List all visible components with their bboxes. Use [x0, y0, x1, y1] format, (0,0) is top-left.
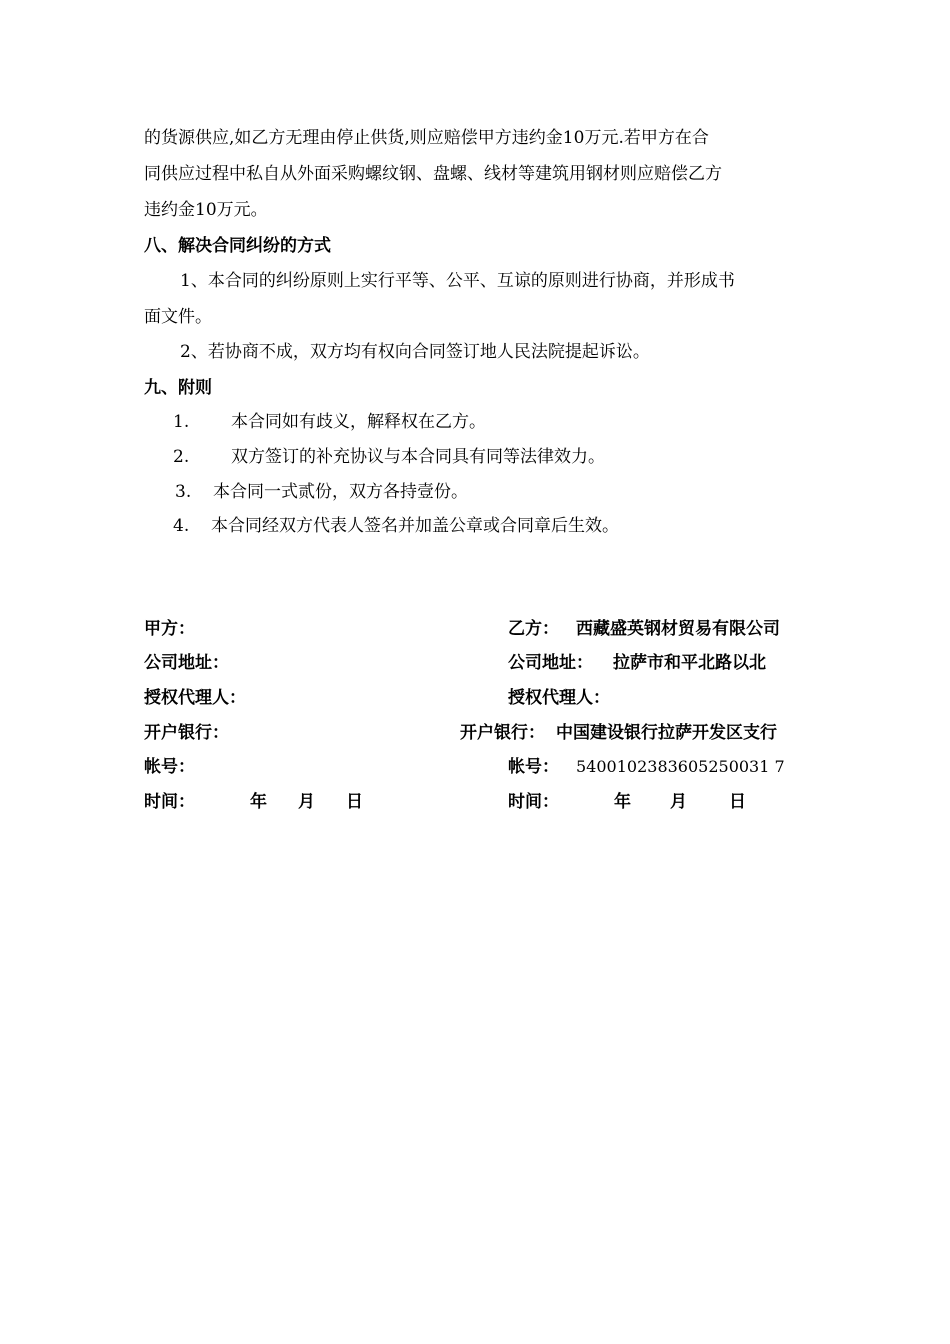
party-b-year: 年 — [614, 792, 631, 812]
paragraph-line: 的货源供应,如乙方无理由停止供货,则应赔偿甲方违约金10万元.若甲方在合 — [144, 128, 709, 148]
section-9-item — [175, 480, 468, 504]
item-text: 本合同经双方代表人签名并加盖公章或合同章后生效。 — [211, 516, 619, 536]
party-b-bank: 中国建设银行拉萨开发区支行 — [556, 723, 777, 743]
party-b-bank-label: 开户银行： — [460, 723, 545, 743]
section-9-item — [173, 514, 619, 538]
section-8-item-2: 2、若协商不成，双方均有权向合同签订地人民法院提起诉讼。 — [180, 342, 650, 362]
item-number: 2. — [173, 447, 190, 467]
party-a-month: 月 — [298, 792, 315, 812]
section-8-item-1: 1、本合同的纠纷原则上实行平等、公平、互谅的原则进行协商，并形成书 — [180, 271, 735, 291]
party-b-account: 5400102383605250031 7 — [576, 757, 785, 776]
item-text: 本合同一式贰份，双方各持壹份。 — [213, 482, 468, 502]
party-a-address-label: 公司地址： — [144, 653, 229, 673]
section-8-item-1-cont: 面文件。 — [144, 307, 212, 327]
party-b-address: 拉萨市和平北路以北 — [613, 653, 766, 673]
section-9-item — [173, 410, 486, 434]
party-a-agent-label: 授权代理人： — [144, 688, 246, 708]
party-b-account-label: 帐号： — [508, 757, 559, 777]
item-number: 1. — [173, 412, 190, 432]
party-a-year: 年 — [250, 792, 267, 812]
party-b-day: 日 — [729, 792, 746, 812]
party-a-date-label: 时间： — [144, 792, 195, 812]
party-a-day: 日 — [346, 792, 363, 812]
paragraph-line: 同供应过程中私自从外面采购螺纹钢、盘螺、线材等建筑用钢材则应赔偿乙方 — [144, 164, 722, 184]
party-a-account-label: 帐号： — [144, 757, 195, 777]
section-9-item — [173, 445, 605, 469]
party-b-label: 乙方： — [508, 619, 559, 639]
item-number: 3. — [175, 482, 192, 502]
item-number: 4. — [173, 516, 190, 536]
party-b-month: 月 — [670, 792, 687, 812]
party-b-address-label: 公司地址： — [508, 653, 593, 673]
party-a-bank-label: 开户银行： — [144, 723, 229, 743]
party-a-label: 甲方： — [144, 619, 195, 639]
party-b-name: 西藏盛英钢材贸易有限公司 — [576, 619, 780, 639]
section-8-title: 八、解决合同纠纷的方式 — [144, 236, 331, 256]
item-text: 双方签订的补充协议与本合同具有同等法律效力。 — [231, 447, 605, 467]
party-b-date-label: 时间： — [508, 792, 559, 812]
party-b-agent-label: 授权代理人： — [508, 688, 610, 708]
paragraph-line: 违约金10万元。 — [144, 200, 268, 220]
item-text: 本合同如有歧义，解释权在乙方。 — [231, 412, 486, 432]
section-9-title: 九、附则 — [144, 378, 212, 398]
